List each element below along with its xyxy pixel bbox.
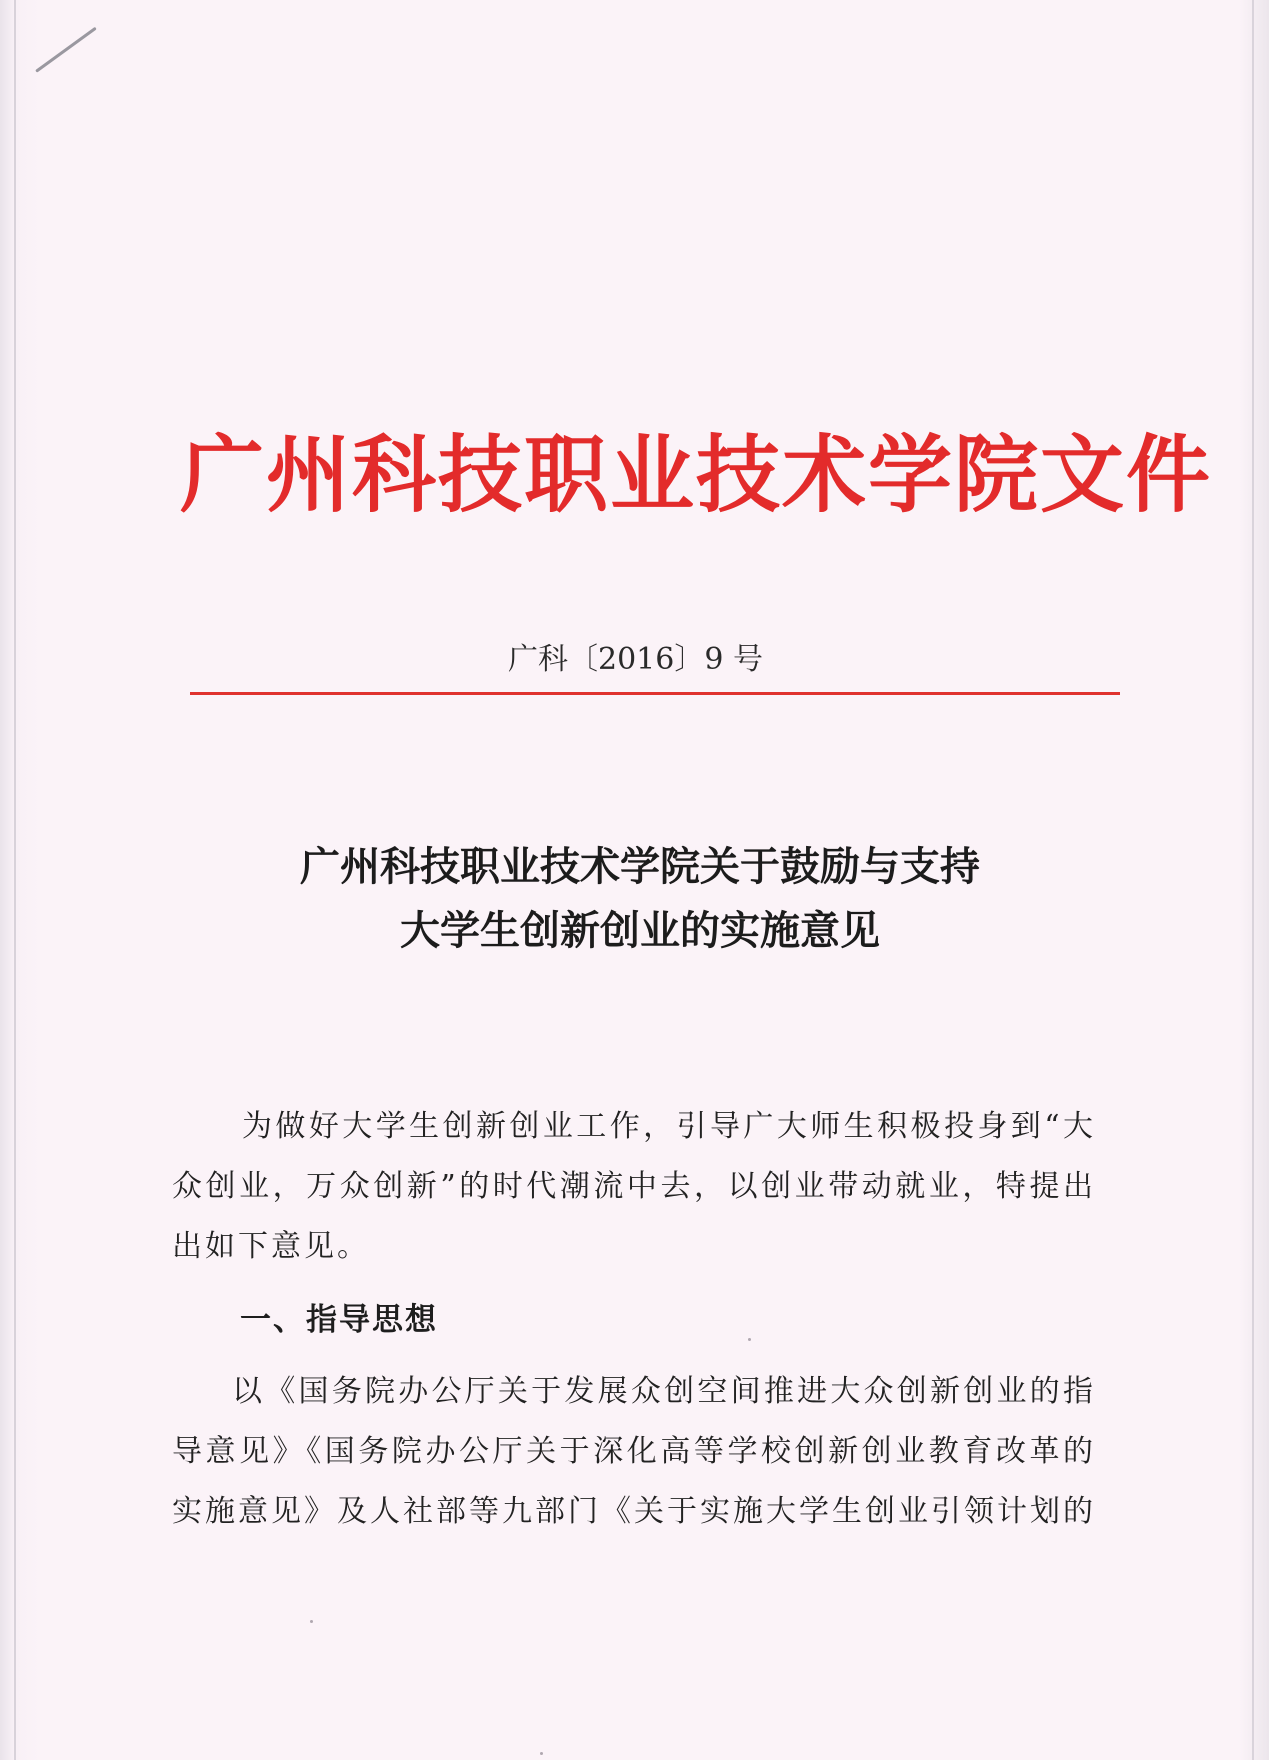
section-heading-guiding-ideology: 一、指导思想 (240, 1302, 438, 1338)
document-title (200, 835, 1080, 963)
document-title-line2: 大学生创新创业的实施意见 (400, 908, 880, 954)
page-edge-right (1252, 0, 1254, 1760)
page-edge-left (14, 0, 16, 1760)
scan-speck (748, 1338, 751, 1341)
scan-speck (310, 1620, 313, 1623)
scan-speck (540, 1752, 543, 1755)
header-divider-line (190, 692, 1120, 695)
guiding-ideology-paragraph: 以《国务院办公厅关于发展众创空间推进大众创新创业的指导意见》《国务院办公厅关于深化高等学校创新创业教育改革的实施意见》及人社部等九部门《关于实施大学生创业引领计划的 (172, 1374, 1096, 1529)
document-title-line1: 广州科技职业技术学院关于鼓励与支持 (300, 844, 980, 890)
intro-paragraph: 为做好大学生创新创业工作，引导广大师生积极投身到“大众创业，万众创新”的时代潮流中去，以创业带动就业，特提出出如下意见。 (172, 1109, 1096, 1264)
document-number: 广科〔2016〕9 号 (508, 642, 763, 677)
document-header-title: 广州科技职业技术学院文件 (180, 425, 1213, 524)
